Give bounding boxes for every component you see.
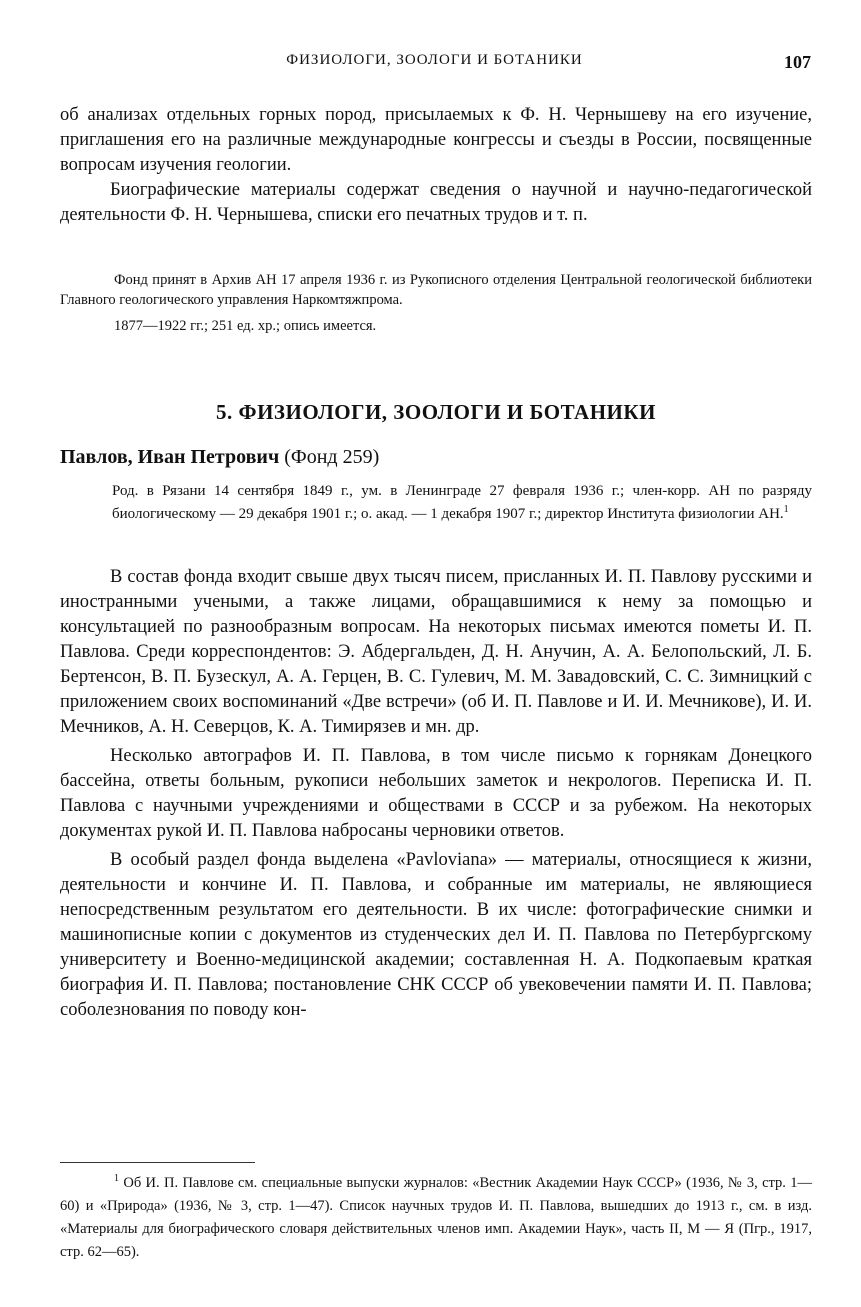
footnote-reference: 1	[783, 504, 789, 515]
person-biography	[112, 480, 812, 526]
top-section	[60, 103, 812, 228]
top-paragraph-continuation: об анализах отдельных горных пород, присылаемых к Ф. Н. Чернышеву на его изучение, приглашения его на различные международные конгрессы и съезды в России, посвященные вопросам изучения геологии.	[60, 105, 812, 175]
person-heading	[60, 444, 812, 470]
running-header	[58, 52, 811, 76]
footnote-divider	[60, 1162, 255, 1163]
biography-content: Род. в Рязани 14 сентября 1849 г., ум. в Ленинграде 27 февраля 1936 г.; член-корр. АН по разряду биологическому — 29 декабря 1901 г.; о. акад. — 1 декабря 1907 г.; директор Института физиологии АН.	[112, 483, 812, 522]
main-paragraph-pavloviana: В особый раздел фонда выделена «Pavloviana» — материалы, относящиеся к жизни, деятельности и кончине И. П. Павлова, и собранные им материалы, не являющиеся непосредственным результатом его деятельности. В их числе: фотографические снимки и машинописные копии с документов из студенческих дел И. П. Павлова по Петербургскому университету и Военно-медицинской академии; составленная Н. А. Подкопаевым краткая биография И. П. Павлова; постановление СНК СССР об увековечении памяти И. П. Павлова; соболезнования по поводу кон-	[60, 850, 812, 1020]
footnotes	[60, 1172, 812, 1264]
person-name: Павлов, Иван Петрович	[60, 446, 280, 468]
footnote	[60, 1172, 812, 1264]
section-heading: 5. ФИЗИОЛОГИ, ЗООЛОГИ И БОТАНИКИ	[216, 400, 656, 424]
running-title: ФИЗИОЛОГИ, ЗООЛОГИ И БОТАНИКИ	[286, 52, 583, 68]
fond-summary: 1877—1922 гг.; 251 ед. хр.; опись имеется.	[114, 318, 377, 334]
main-paragraph-correspondence: В состав фонда входит свыше двух тысяч писем, присланных И. П. Павлову русскими и иностранными учеными, а также лицами, обращавшимися к нему за помощью и консультацией по разнообразным вопросам. На некоторых письмах имеются пометы И. П. Павлова. Среди корреспондентов: Э. Абдергальден, Д. Н. Анучин, А. А. Белопольский, Л. Б. Бертенсон, В. П. Бузескул, А. А. Герцен, В. С. Гулевич, М. М. Завадовский, С. С. Зимницкий с приложением своих воспоминаний «Две встречи» (об И. П. Павлове и И. И. Мечникове), И. И. Мечников, А. Н. Северцов, К. А. Тимирязев и мн. др.	[60, 567, 812, 737]
footnote-mark: 1	[114, 1173, 119, 1185]
footnote-text: Об И. П. Павлове см. специальные выпуски журналов: «Вестник Академии Наук СССР» (1936, № 3, стр. 1—60) и «Природа» (1936, № 3, стр. 1—47). Список научных трудов И. П. Павлова, вышедших до 1913 г., см. в изд. «Материалы для биографического словаря действительных членов имп. Академии Наук», часть II, М — Я (Пгр., 1917, стр. 62—65).	[60, 1175, 812, 1260]
fond-note-block	[60, 270, 812, 336]
person-fond-number: (Фонд 259)	[284, 446, 380, 468]
fond-acquisition-note: Фонд принят в Архив АН 17 апреля 1936 г. из Рукописного отделения Центральной геологической библиотеки Главного геологического управления Наркомтяжпрома.	[60, 272, 812, 308]
page-number: 107	[784, 52, 811, 72]
biography-text	[112, 480, 812, 526]
main-paragraph-autographs: Несколько автографов И. П. Павлова, в том числе письмо к горнякам Донецкого бассейна, ответы больным, рукописи небольших заметок и некрологов. Переписка И. П. Павлова с научными учреждениями и обществами в СССР и за рубежом. На некоторых документах рукой И. П. Павлова набросаны черновики ответов.	[60, 746, 812, 841]
main-section	[60, 565, 812, 1023]
top-paragraph-biographical: Биографические материалы содержат сведения о научной и научно-педагогической деятельности Ф. Н. Чернышева, списки его печатных трудов и т. п.	[60, 180, 812, 225]
